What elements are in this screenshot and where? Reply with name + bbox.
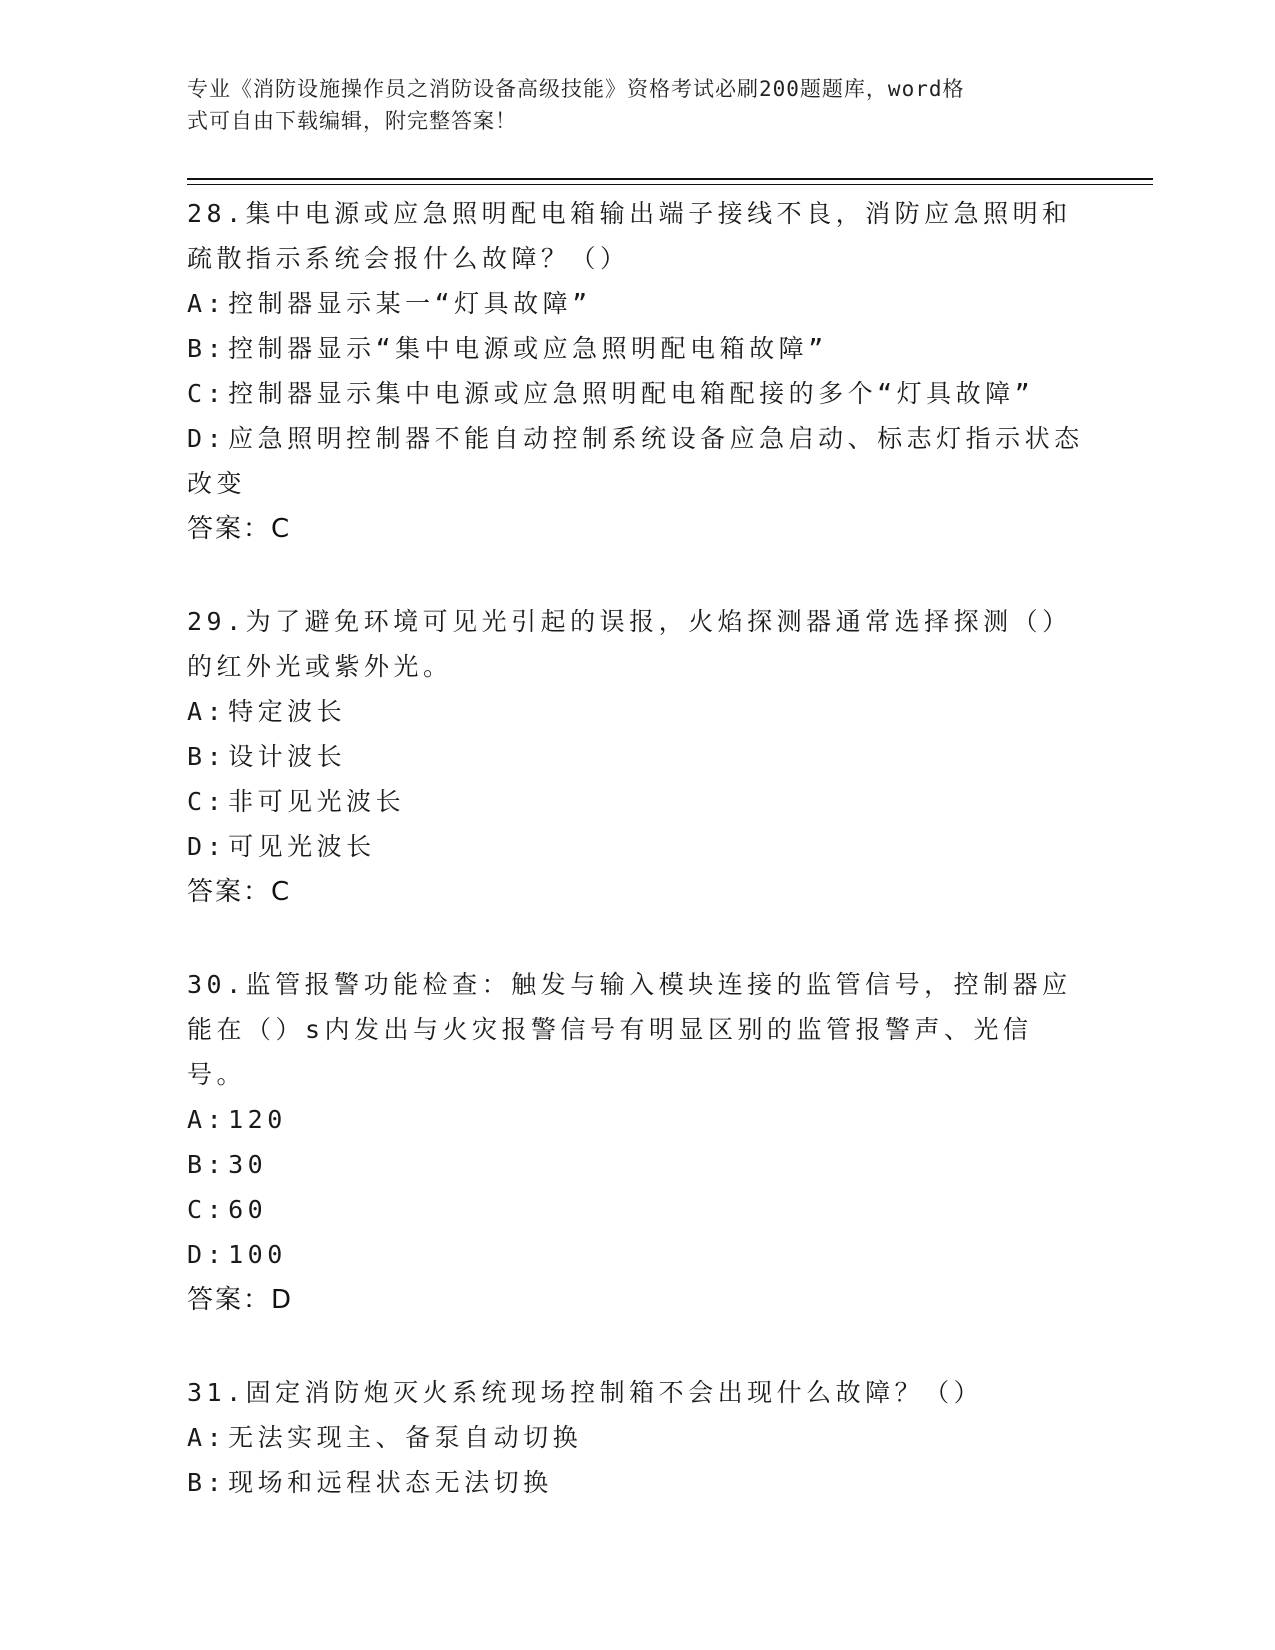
- option-d: D:100: [187, 1240, 287, 1269]
- option-b: B:现场和远程状态无法切换: [187, 1468, 553, 1497]
- option-c: C:非可见光波长: [187, 787, 406, 816]
- header-divider-thin: [187, 184, 1153, 185]
- option-letter: A: [187, 697, 207, 726]
- option-d: D:可见光波长: [187, 832, 376, 861]
- option-d: D:应急照明控制器不能自动控制系统设备应急启动、标志灯指示状态改变: [187, 424, 1084, 498]
- question-list: [187, 191, 1087, 1552]
- question-30: [187, 962, 1087, 1323]
- option-c: C:60: [187, 1195, 268, 1224]
- option-b: B:设计波长: [187, 742, 347, 771]
- option-text: 30: [228, 1150, 268, 1179]
- option-letter: C: [187, 1195, 207, 1224]
- option-letter: B: [187, 1150, 207, 1179]
- option-letter: A: [187, 1423, 207, 1452]
- option-a: A:120: [187, 1105, 287, 1134]
- option-letter: B: [187, 1468, 207, 1497]
- option-text: 控制器显示“集中电源或应急照明配电箱故障”: [228, 334, 828, 363]
- option-letter: B: [187, 742, 207, 771]
- option-text: 控制器显示某一“灯具故障”: [228, 289, 592, 318]
- option-text: 特定波长: [228, 697, 347, 726]
- option-letter: B: [187, 334, 207, 363]
- option-a: A:特定波长: [187, 697, 347, 726]
- option-a: A:无法实现主、备泵自动切换: [187, 1423, 583, 1452]
- option-text: 控制器显示集中电源或应急照明配电箱配接的多个“灯具故障”: [228, 379, 1035, 408]
- option-letter: D: [187, 832, 207, 861]
- answer-label: 答案：C: [187, 514, 292, 544]
- question-29: [187, 599, 1087, 915]
- answer-label: 答案：C: [187, 877, 292, 907]
- option-a: A:控制器显示某一“灯具故障”: [187, 289, 592, 318]
- option-letter: A: [187, 1105, 207, 1134]
- option-letter: A: [187, 289, 207, 318]
- question-31: [187, 1370, 1087, 1505]
- option-b: B:30: [187, 1150, 268, 1179]
- header-line-1: 专业《消防设施操作员之消防设备高级技能》资格考试必刷200题题库，word格: [187, 77, 965, 101]
- option-b: B:控制器显示“集中电源或应急照明配电箱故障”: [187, 334, 828, 363]
- question-28: [187, 191, 1087, 552]
- question-stem: 31.固定消防炮灭火系统现场控制箱不会出现什么故障？（）: [187, 1378, 984, 1407]
- option-text: 100: [228, 1240, 287, 1269]
- header-divider-thick: [187, 178, 1153, 180]
- option-letter: D: [187, 424, 207, 453]
- option-text: 60: [228, 1195, 268, 1224]
- document-header: [187, 73, 1067, 137]
- option-text: 设计波长: [228, 742, 347, 771]
- option-text: 120: [228, 1105, 287, 1134]
- option-text: 现场和远程状态无法切换: [228, 1468, 553, 1497]
- option-text: 可见光波长: [228, 832, 376, 861]
- option-text: 应急照明控制器不能自动控制系统设备应急启动、标志灯指示状态改变: [187, 424, 1084, 498]
- answer-label: 答案：D: [187, 1285, 294, 1315]
- question-stem: 29.为了避免环境可见光引起的误报，火焰探测器通常选择探测（）的红外光或紫外光。: [187, 607, 1072, 681]
- option-text: 无法实现主、备泵自动切换: [228, 1423, 583, 1452]
- option-letter: D: [187, 1240, 207, 1269]
- option-text: 非可见光波长: [228, 787, 406, 816]
- header-line-2: 式可自由下载编辑，附完整答案！: [187, 109, 517, 133]
- question-stem: 28.集中电源或应急照明配电箱输出端子接线不良，消防应急照明和疏散指示系统会报什么故障？（）: [187, 199, 1072, 273]
- question-stem: 30.监管报警功能检查：触发与输入模块连接的监管信号，控制器应能在（）s内发出与火灾报警信号有明显区别的监管报警声、光信号。: [187, 970, 1072, 1089]
- option-letter: C: [187, 787, 207, 816]
- option-letter: C: [187, 379, 207, 408]
- option-c: C:控制器显示集中电源或应急照明配电箱配接的多个“灯具故障”: [187, 379, 1035, 408]
